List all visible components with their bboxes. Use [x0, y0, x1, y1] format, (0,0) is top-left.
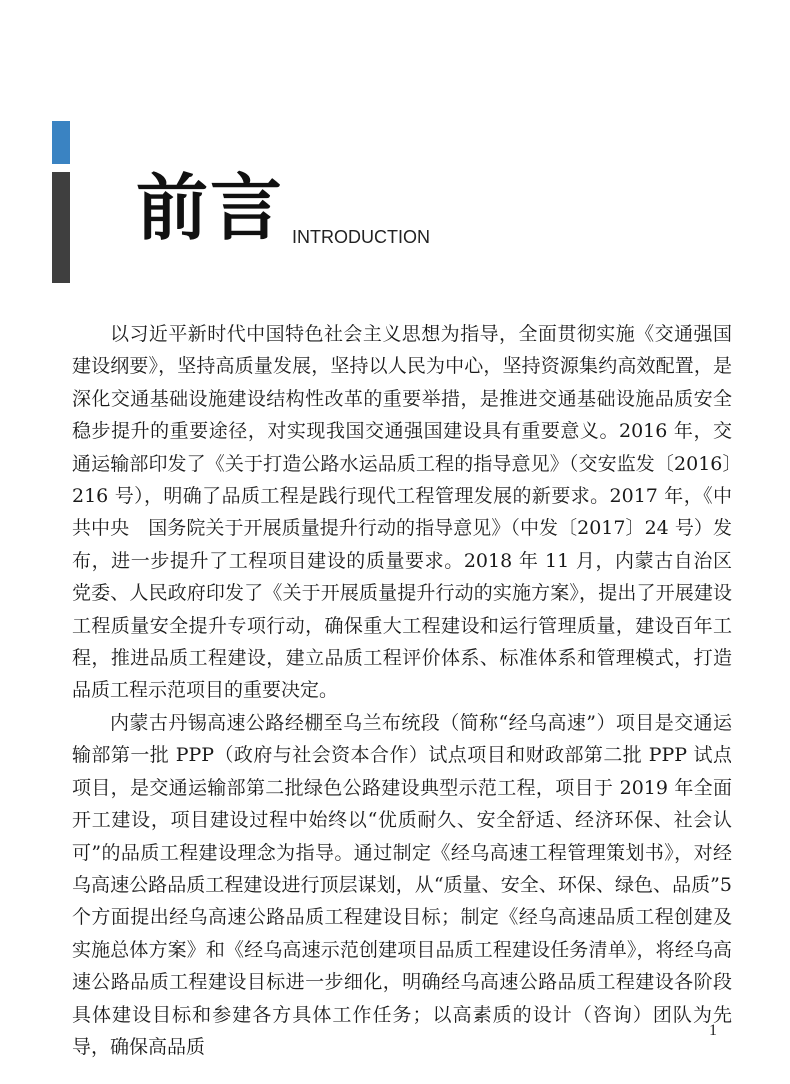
paragraph-1: 以习近平新时代中国特色社会主义思想为指导，全面贯彻实施《交通强国建设纲要》，坚持高质量发展，坚持以人民为中心，坚持资源集约高效配置，是深化交通基础设施建设结构性改革的重要举措，是推进交通基础设施品质安全稳步提升的重要途径，对实现我国交通强国建设具有重要意义。2016 年，交通运输部印发了《关于打造公路水运品质工程的指导意见》（交安监发〔2016〕216 号），明确了品质工程是践行现代工程管理发展的新要求。2017 年，《中共中央 国务院关于开展质量提升行动的指导意见》（中发〔2017〕24 号）发布，进一步提升了工程项目建设的质量要求。2018 年 11 月，内蒙古自治区党委、人民政府印发了《关于开展质量提升行动的实施方案》，提出了开展建设工程质量安全提升专项行动，确保重大工程建设和运行管理质量，建设百年工程，推进品质工程建设，建立品质工程评价体系、标准体系和管理模式，打造品质工程示范项目的重要决定。	[72, 323, 732, 702]
page-number: 1	[709, 1022, 717, 1039]
page-subtitle: INTRODUCTION	[292, 227, 430, 247]
accent-bar-blue	[52, 121, 70, 164]
body-text	[72, 318, 732, 1063]
paragraph-2: 内蒙古丹锡高速公路经棚至乌兰布统段（简称“经乌高速”）项目是交通运输部第一批 PPP（政府与社会资本合作）试点项目和财政部第二批 PPP 试点项目，是交通运输部第二批绿色公路建设典型示范工程，项目于 2019 年全面开工建设，项目建设过程中始终以“优质耐久、安全舒适、经济环保、社会认可”的品质工程建设理念为指导。通过制定《经乌高速工程管理策划书》，对经乌高速公路品质工程建设进行顶层谋划，从“质量、安全、环保、绿色、品质”5 个方面提出经乌高速公路品质工程建设目标；制定《经乌高速品质工程创建及实施总体方案》和《经乌高速示范创建项目品质工程建设任务清单》，将经乌高速公路品质工程建设目标进一步细化，明确经乌高速公路品质工程建设各阶段具体建设目标和参建各方具体工作任务；以高素质的设计（咨询）团队为先导，确保高品质	[72, 711, 732, 1058]
accent-bar-gray	[52, 172, 70, 283]
page-title: 前言	[136, 166, 285, 250]
